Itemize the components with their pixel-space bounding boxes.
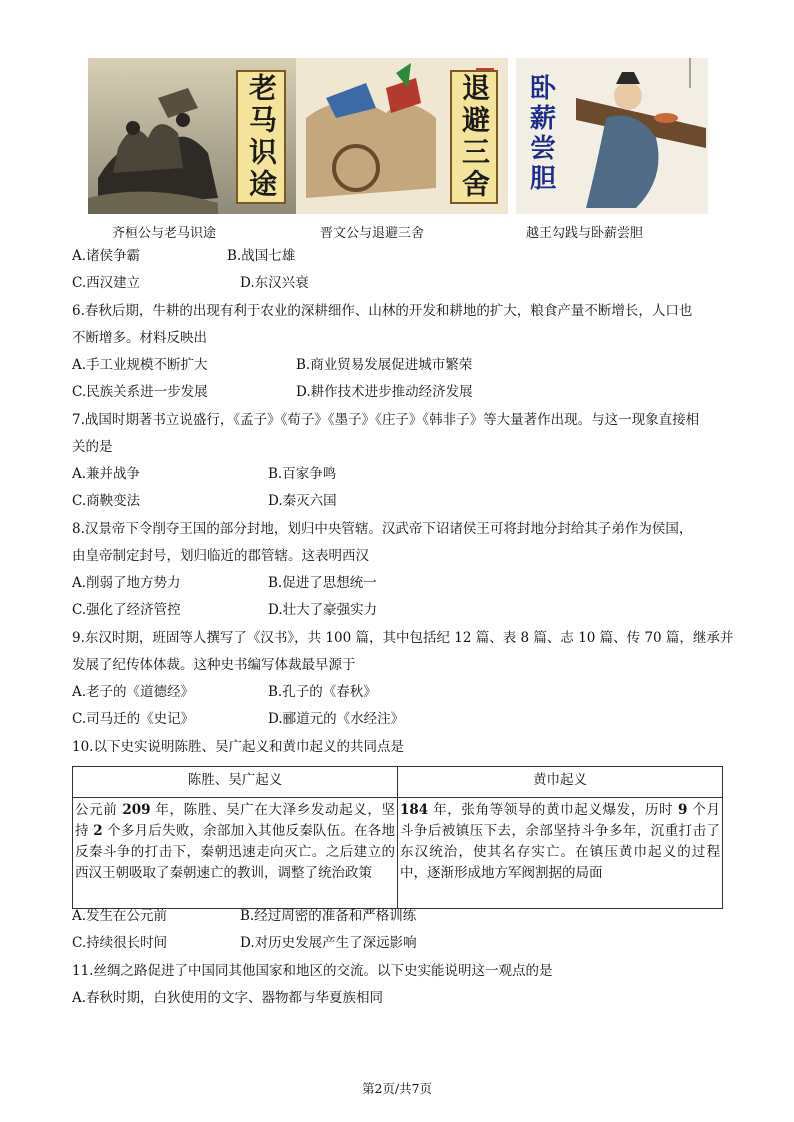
table-cell-huangjin — [398, 798, 723, 909]
q6-option-c[interactable]: C.民族关系进一步发展 — [72, 384, 208, 400]
q5-option-a[interactable]: A.诸侯争霸 — [72, 248, 141, 264]
q5-option-c[interactable]: C.西汉建立 — [72, 275, 141, 291]
q10-option-b[interactable]: B.经过周密的准备和严格训练 — [240, 908, 417, 924]
cell-text: 年，陈胜、吴广在大泽乡发动起义，坚持 — [75, 802, 395, 839]
image-caption: 越王勾践与卧薪尝胆 — [526, 226, 644, 241]
q9-option-a[interactable]: A.老子的《道德经》 — [72, 684, 195, 700]
q10-option-d[interactable]: D.对历史发展产生了深远影响 — [240, 935, 417, 951]
q9-option-c[interactable]: C.司马迁的《史记》 — [72, 711, 195, 727]
q8-option-d[interactable]: D.壮大了豪强实力 — [268, 602, 378, 618]
cell-text: 公元前 — [75, 802, 123, 818]
illustration-row — [88, 58, 708, 216]
year-209: 209 — [122, 802, 151, 818]
cell-text: 个多月后失败，余部加入其他反秦队伍。在各地反秦斗争的打击下，秦朝迅速走向灭亡。之后建立的西汉王朝吸取了秦朝速亡的教训，调整了统治政策 — [75, 823, 395, 881]
q5-option-b[interactable]: B.战国七雄 — [227, 248, 296, 264]
q5-option-d[interactable]: D.东汉兴衰 — [240, 275, 309, 291]
q6-option-d[interactable]: D.耕作技术进步推动经济发展 — [296, 384, 473, 400]
q10-option-c[interactable]: C.持续很长时间 — [72, 935, 168, 951]
image-title-retreat: 退避三舍 — [450, 70, 498, 204]
q7-option-b[interactable]: B.百家争鸣 — [268, 466, 337, 482]
q8-stem: 8.汉景帝下令削夺王国的部分封地，划归中央管辖。汉武帝下诏诸侯王可将封地分封给其子弟作为侯国， — [72, 521, 693, 537]
page-number: 第2页/共7页 — [361, 1081, 433, 1096]
cell-text: 个月斗争后被镇压下去，余部坚持斗争多年，沉重打击了东汉统治，使其名存实亡。在镇压黄巾起义的过程中，逐渐形成地方军阀割据的局面 — [400, 802, 720, 881]
illustration-goujian — [516, 58, 708, 214]
q11-option-a[interactable]: A.春秋时期，白狄使用的文字、器物都与华夏族相同 — [72, 990, 384, 1006]
image-caption: 齐桓公与老马识途 — [112, 226, 217, 241]
q9-option-b[interactable]: B.孔子的《春秋》 — [268, 684, 377, 700]
illustration-retreat — [296, 58, 508, 214]
q6-option-a[interactable]: A.手工业规模不断扩大 — [72, 357, 208, 373]
months-number: 2 — [93, 823, 103, 839]
table-header: 陈胜、吴广起义 — [73, 767, 398, 798]
q9-stem-cont: 发展了纪传体体裁。这种史书编写体裁最早源于 — [72, 657, 356, 673]
q11-stem: 11.丝绸之路促进了中国同其他国家和地区的交流。以下史实能说明这一观点的是 — [72, 963, 553, 979]
image-caption: 晋文公与退避三舍 — [320, 226, 425, 241]
image-title-old-horse: 老马识途 — [236, 70, 286, 204]
table-cell-chensheng — [73, 798, 398, 909]
year-184: 184 — [400, 802, 429, 818]
q9-stem: 9.东汉时期，班固等人撰写了《汉书》，共 100 篇，其中包括纪 12 篇、表 8 篇、志 10 篇、传 70 篇，继承并 — [72, 630, 734, 646]
q7-stem-cont: 关的是 — [72, 439, 113, 455]
q10-stem: 10.以下史实说明陈胜、吴广起义和黄巾起义的共同点是 — [72, 739, 404, 755]
q8-option-b[interactable]: B.促进了思想统一 — [268, 575, 377, 591]
q10-comparison-table — [72, 766, 723, 909]
q7-stem: 7.战国时期著书立说盛行，《孟子》《荀子》《墨子》《庄子》《韩非子》等大量著作出现。与这一现象直接相 — [72, 412, 700, 428]
cell-text: 年，张角等领导的黄巾起义爆发，历时 — [428, 802, 679, 818]
q8-option-c[interactable]: C.强化了经济管控 — [72, 602, 181, 618]
q6-stem: 6.春秋后期，牛耕的出现有利于农业的深耕细作、山林的开发和耕地的扩大，粮食产量不断增长，人口也 — [72, 303, 693, 319]
q9-option-d[interactable]: D.郦道元的《水经注》 — [268, 711, 405, 727]
q7-option-c[interactable]: C.商鞅变法 — [72, 493, 141, 509]
q10-option-a[interactable]: A.发生在公元前 — [72, 908, 168, 924]
q6-stem-cont: 不断增多。材料反映出 — [72, 330, 207, 346]
q7-option-a[interactable]: A.兼并战争 — [72, 466, 141, 482]
q6-option-b[interactable]: B.商业贸易发展促进城市繁荣 — [296, 357, 473, 373]
months-number: 9 — [678, 802, 688, 818]
q7-option-d[interactable]: D.秦灭六国 — [268, 493, 337, 509]
q8-stem-cont: 由皇帝制定封号，划归临近的郡管辖。这表明西汉 — [72, 548, 369, 564]
illustration-old-horse — [88, 58, 296, 214]
q8-option-a[interactable]: A.削弱了地方势力 — [72, 575, 181, 591]
image-title-goujian: 卧薪尝胆 — [525, 74, 556, 194]
table-header: 黄巾起义 — [398, 767, 723, 798]
